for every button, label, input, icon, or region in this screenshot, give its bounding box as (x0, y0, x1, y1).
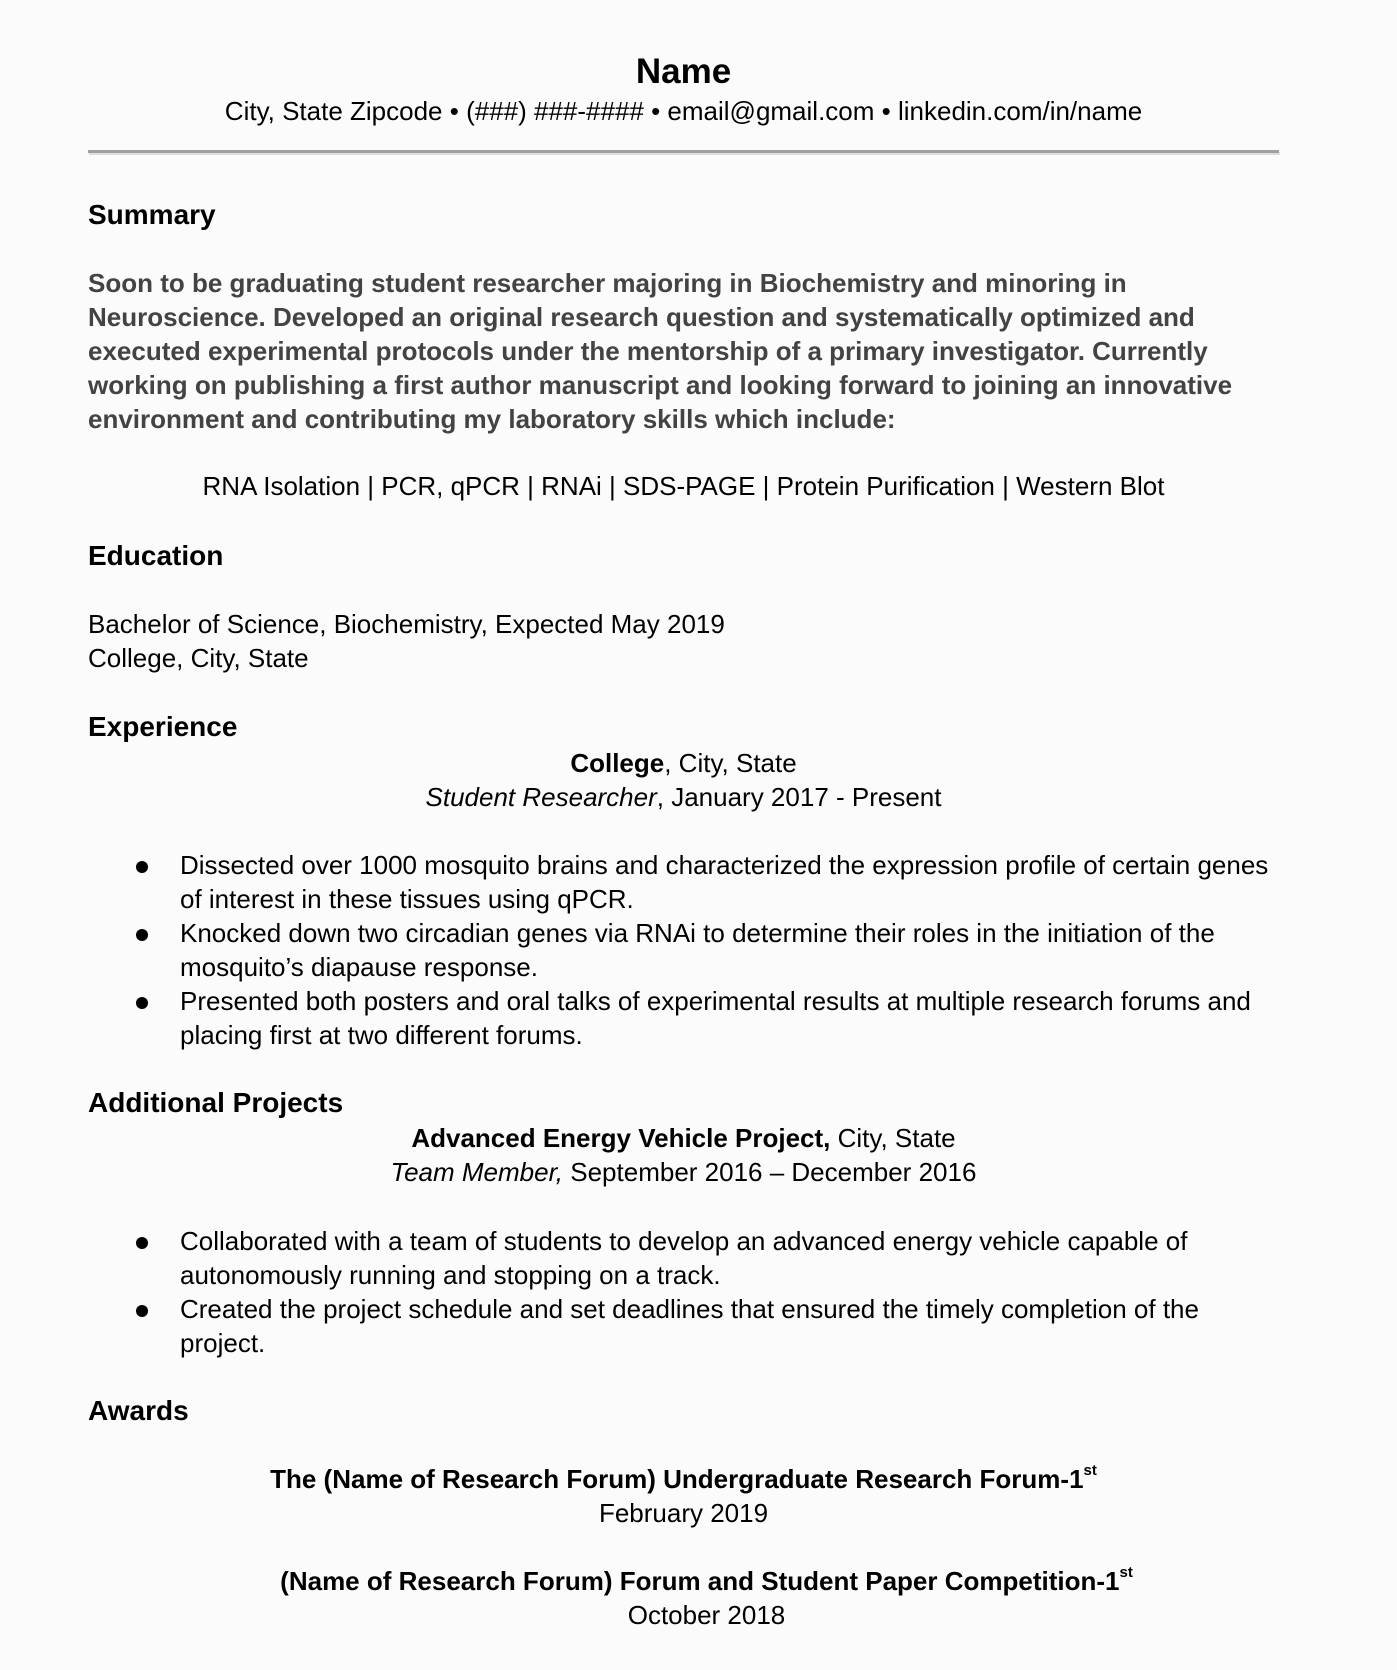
list-item: Collaborated with a team of students to develop an advanced energy vehicle capable of autonomously running and stopping on a track. (88, 1224, 1279, 1292)
project-dates: September 2016 – December 2016 (563, 1157, 977, 1187)
experience-bullets (88, 848, 1279, 1052)
projects-heading: Additional Projects (88, 1087, 344, 1118)
contact-line: City, State Zipcode • (###) ###-#### • email@gmail.com • linkedin.com/in/name (224, 96, 1143, 126)
project-bullets (88, 1224, 1279, 1360)
bullet-icon (136, 1305, 148, 1317)
header-divider (88, 150, 1279, 153)
award-date: October 2018 (627, 1600, 786, 1630)
project-role-line (88, 1155, 1279, 1189)
experience-role: Student Researcher (425, 782, 657, 812)
candidate-name: Name (635, 52, 732, 91)
summary-heading: Summary (88, 199, 216, 230)
experience-org-line (88, 746, 1279, 780)
experience-org: College (570, 748, 665, 778)
list-item: Presented both posters and oral talks of experimental results at multiple research forums and placing first at two different forums. (88, 984, 1279, 1052)
award-title: The (Name of Research Forum) Undergraduate Research Forum-1st (270, 1462, 1097, 1494)
project-role: Team Member, (390, 1157, 564, 1187)
bullet-icon (136, 861, 148, 873)
bullet-icon (136, 1237, 148, 1249)
education-school: College, City, State (88, 643, 309, 673)
experience-heading: Experience (88, 711, 238, 742)
bullet-icon (136, 929, 148, 941)
project-name: Advanced Energy Vehicle Project, (411, 1123, 831, 1153)
experience-role-line (88, 780, 1279, 814)
project-name-line (88, 1121, 1279, 1155)
summary-text: Soon to be graduating student researcher majoring in Biochemistry and minoring in Neuroscience. Developed an original research question and systematically optimized and executed experimental protocols under the mentorship of a primary investigator. Currently working on publishing a first author manuscript and looking forward to joining an innovative environment and contributing my laboratory skills which include: (88, 268, 1233, 434)
awards-heading: Awards (88, 1395, 189, 1426)
list-item: Dissected over 1000 mosquito brains and characterized the expression profile of certain genes of interest in these tissues using qPCR. (88, 848, 1279, 916)
award-title: (Name of Research Forum) Forum and Student Paper Competition-1st (280, 1564, 1133, 1596)
bullet-icon (136, 997, 148, 1009)
education-heading: Education (88, 540, 224, 571)
experience-location: , City, State (664, 748, 797, 778)
list-item: Created the project schedule and set deadlines that ensured the timely completion of the project. (88, 1292, 1279, 1360)
project-location: City, State (830, 1123, 956, 1153)
skills-line: RNA Isolation | PCR, qPCR | RNAi | SDS-PAGE | Protein Purification | Western Blot (202, 471, 1165, 501)
education-degree: Bachelor of Science, Biochemistry, Expected May 2019 (88, 609, 725, 639)
list-item: Knocked down two circadian genes via RNAi to determine their roles in the initiation of the mosquito’s diapause response. (88, 916, 1279, 984)
award-date: February 2019 (598, 1498, 769, 1528)
experience-dates: , January 2017 - Present (656, 782, 942, 812)
